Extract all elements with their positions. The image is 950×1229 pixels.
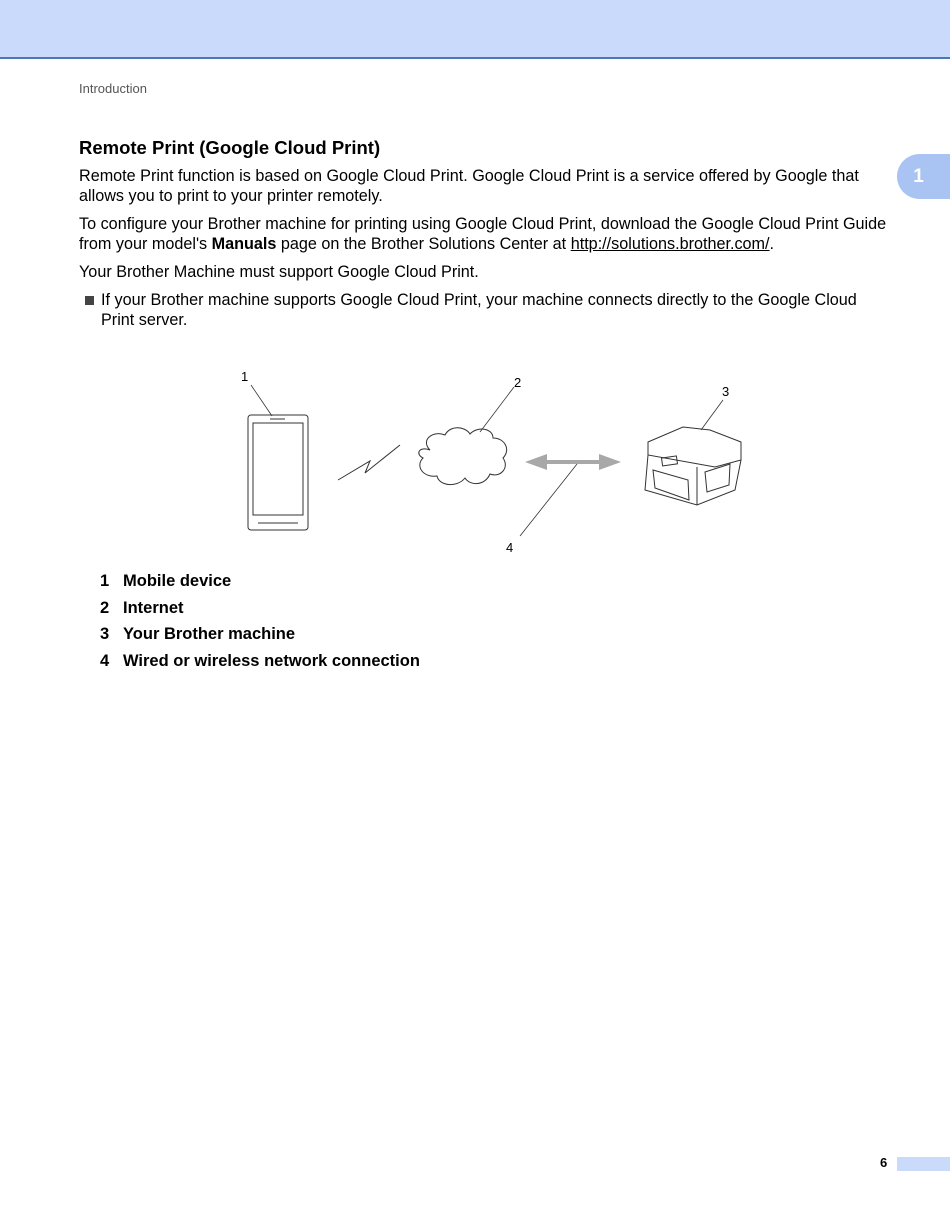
- wireless-lightning-icon: [338, 445, 400, 480]
- bullet-text: If your Brother machine supports Google Cloud Print, your machine connects directly to the Google Cloud Print server.: [101, 291, 857, 329]
- configure-text-end: .: [769, 235, 775, 253]
- intro-paragraph: Remote Print function is based on Google Cloud Print. Google Cloud Print is a service offered by Google that allows you to print to your printer remotely.: [79, 167, 859, 205]
- diagram-legend: [100, 572, 420, 678]
- legend-number: 4: [100, 651, 110, 670]
- manuals-bold-text: Manuals: [211, 235, 277, 253]
- legend-label: Internet: [123, 598, 184, 617]
- page-number: 6: [880, 1155, 888, 1170]
- bullet-square-icon: [85, 296, 94, 305]
- legend-item: [100, 625, 420, 652]
- configure-paragraph: [79, 214, 889, 254]
- legend-number: 2: [100, 598, 110, 617]
- internet-cloud-icon: [419, 428, 507, 485]
- legend-label: Your Brother machine: [123, 625, 296, 643]
- connection-diagram: [225, 360, 765, 560]
- callout-3: 3: [722, 384, 730, 399]
- footer-bar: [897, 1157, 950, 1171]
- printer-icon: [645, 427, 741, 505]
- callout-lines: [251, 385, 723, 536]
- legend-item: [100, 572, 420, 599]
- legend-number: 3: [100, 625, 110, 643]
- legend-number: 1: [100, 572, 110, 590]
- solutions-center-link[interactable]: http://solutions.brother.com/: [570, 235, 770, 253]
- header-band: [0, 0, 950, 59]
- legend-label: Wired or wireless network connection: [123, 651, 420, 670]
- callout-2: 2: [514, 375, 522, 390]
- legend-item: [100, 599, 420, 626]
- callout-1: 1: [241, 369, 249, 384]
- support-paragraph: Your Brother Machine must support Google Cloud Print.: [79, 263, 479, 281]
- callout-4: 4: [506, 540, 514, 555]
- connection-arrow-icon: [525, 454, 621, 470]
- legend-item: [100, 652, 420, 679]
- bullet-item: [79, 290, 894, 330]
- breadcrumb: Introduction: [79, 81, 147, 96]
- configure-text-start: To configure your Brother machine for printing using Google Cloud Print, download the Google Cloud Print Guide from your model's: [79, 215, 887, 253]
- legend-label: Mobile device: [123, 572, 232, 590]
- chapter-tab[interactable]: 1: [897, 154, 950, 199]
- configure-text-middle: page on the Brother Solutions Center at: [276, 235, 571, 253]
- mobile-device-icon: [248, 415, 308, 530]
- section-title: Remote Print (Google Cloud Print): [79, 137, 381, 158]
